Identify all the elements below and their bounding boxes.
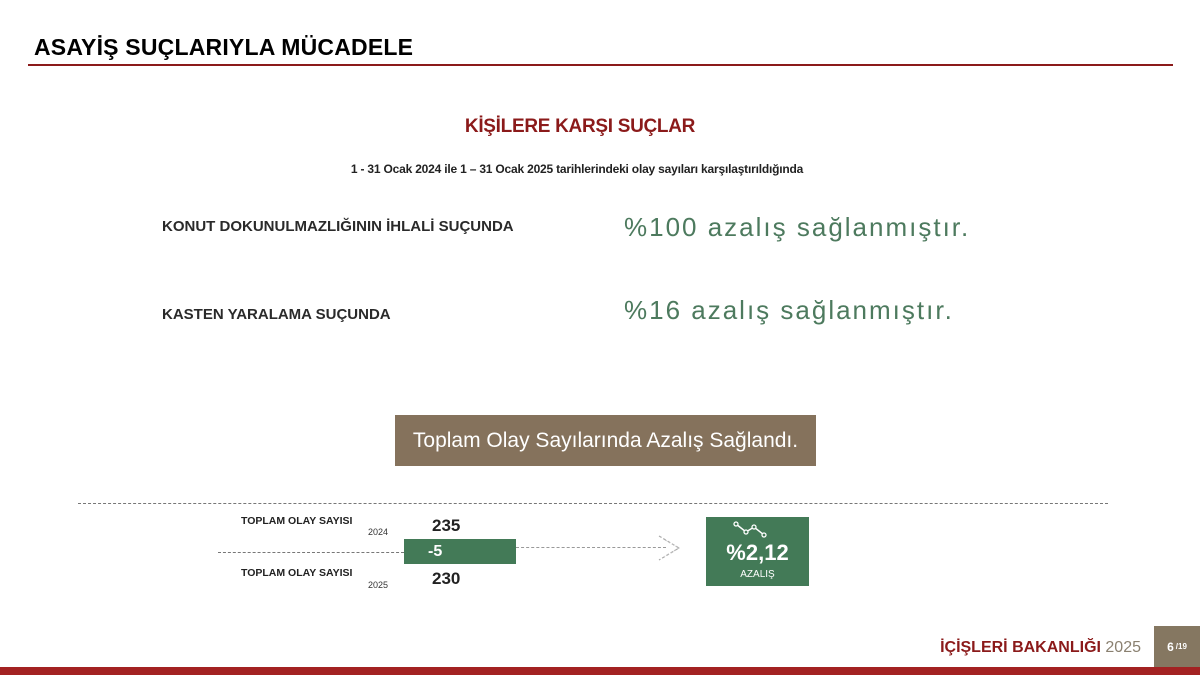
footer-brand [940,639,1141,657]
crime-label-yaralama: KASTEN YARALAMA SUÇUNDA [162,306,391,323]
footer-year: 2025 [1105,639,1141,656]
crime-label-konut: KONUT DOKUNULMAZLIĞININ İHLALİ SUÇUNDA [162,218,514,235]
section-subtitle: 1 - 31 Ocak 2024 ile 1 – 31 Ocak 2025 tarihlerindeki olay sayıları karşılaştırıldığında [350,162,804,176]
year-label-2024: 2024 [368,527,389,537]
total-value-2024: 235 [432,516,461,535]
footer-bar [0,667,1200,675]
percent-decrease-box [706,517,809,586]
dashed-divider-short [218,552,404,553]
header-divider [28,64,1173,66]
section-title: KİŞİLERE KARŞI SUÇLAR [464,116,696,137]
total-value-2025: 230 [432,569,461,588]
page-title: ASAYİŞ SUÇLARIYLA MÜCADELE [34,34,414,60]
trend-down-icon [733,520,767,538]
total-label-2024: TOPLAM OLAY SAYISI [241,515,353,527]
footer-org: İÇİŞLERİ BAKANLIĞI [940,639,1101,656]
crime-value-yaralama: %16 azalış sağlanmıştır. [624,295,954,325]
page-total: /19 [1175,642,1187,651]
summary-banner-text: Toplam Olay Sayılarında Azalış Sağlandı. [412,428,799,452]
dashed-arrow-icon [655,534,685,562]
percent-label: AZALIŞ [740,569,775,580]
percent-value: %2,12 [726,540,789,565]
year-label-2025: 2025 [368,580,389,590]
crime-value-konut: %100 azalış sağlanmıştır. [624,212,971,242]
total-label-2025: TOPLAM OLAY SAYISI [241,567,353,579]
page-current: 6 [1167,639,1174,654]
difference-value: -5 [428,542,443,560]
difference-box [404,539,516,564]
arrow-line [516,547,666,548]
dashed-divider [78,503,1108,504]
summary-banner [395,415,816,466]
page-number [1154,626,1200,667]
